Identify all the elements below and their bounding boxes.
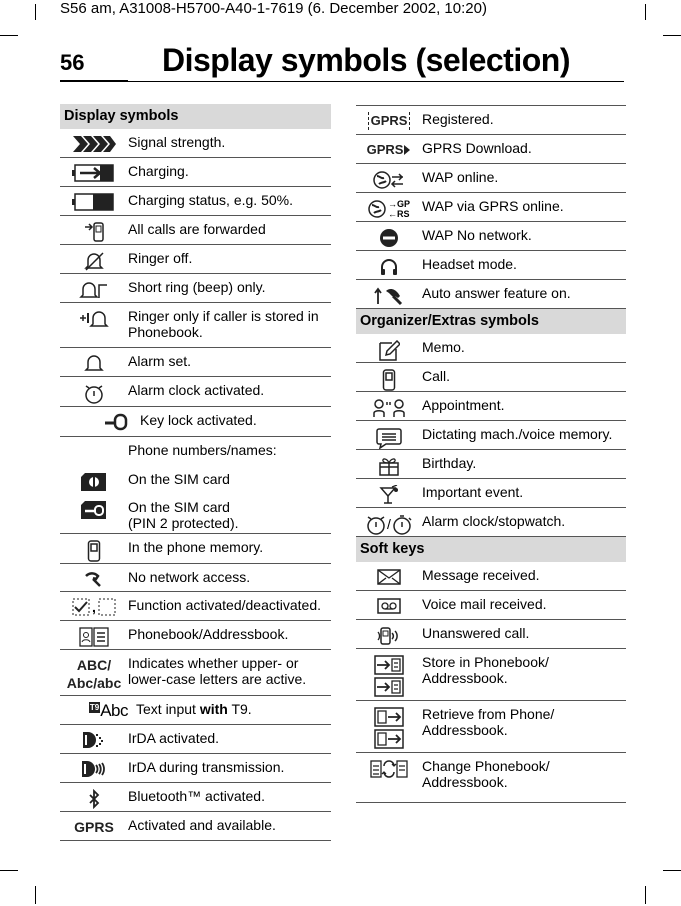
t9-badge: T9 (89, 703, 100, 712)
table-row (60, 725, 331, 754)
table-row (356, 135, 626, 164)
row-text: On the SIM card (128, 471, 230, 487)
table-row (356, 392, 626, 421)
case-symbol-lower: Abc/abc (66, 675, 122, 691)
row-text: Birthday. (422, 455, 477, 471)
table-row (356, 334, 626, 363)
crop-mark (663, 35, 681, 36)
t9-icon (60, 701, 136, 720)
row-text: Phonebook/Addressbook. (128, 626, 289, 642)
table-row (60, 407, 331, 437)
table-row (60, 245, 331, 274)
row-text: Key lock activated. (140, 412, 257, 428)
status-symbols-table (356, 105, 626, 803)
gprs-registered-icon (356, 111, 422, 130)
crop-mark (663, 870, 681, 871)
table-row (60, 494, 331, 534)
row-text: Memo. (422, 339, 465, 355)
gprs-download-label: GPRS (366, 142, 404, 157)
row-text: WAP No network. (422, 227, 532, 243)
table-row (356, 620, 626, 649)
table-row (356, 193, 626, 222)
table-row (60, 466, 331, 494)
call-icon (356, 368, 422, 391)
table-row (356, 591, 626, 620)
unanswered-call-icon (356, 625, 422, 646)
crop-mark (0, 870, 18, 871)
row-text: Bluetooth™ activated. (128, 788, 265, 804)
signal-strength-icon (60, 134, 128, 153)
row-text: WAP via GPRS online. (422, 198, 564, 214)
row-text: Change Phonebook/ Addressbook. (422, 758, 550, 790)
table-row (356, 106, 626, 135)
wap-gprs-rs: ←RS (387, 209, 410, 219)
section-heading-display-symbols: Display symbols (60, 104, 331, 129)
section-heading-soft-keys: Soft keys (356, 537, 626, 562)
symbol-separator: / (387, 516, 391, 532)
row-text: Important event. (422, 484, 524, 500)
row-text: Alarm clock/stopwatch. (422, 513, 566, 529)
alarm-stopwatch-icon (356, 513, 422, 536)
table-row (60, 564, 331, 592)
running-header: S56 am, A31008-H5700-A40-1-7619 (6. December 2002, 10:20) (60, 0, 487, 17)
row-text: Auto answer feature on. (422, 285, 571, 301)
ringer-phonebook-icon (60, 308, 128, 329)
crop-mark (645, 4, 646, 20)
table-row (60, 129, 331, 158)
row-text: GPRS Download. (422, 140, 532, 156)
row-text: Alarm clock activated. (128, 382, 265, 398)
table-row (356, 363, 626, 392)
wap-gprs-icon (356, 198, 422, 219)
retrieve-phone-icon (356, 706, 422, 749)
table-row (356, 222, 626, 251)
alarm-clock-icon (60, 382, 128, 405)
crop-mark (645, 886, 646, 904)
row-text: Charging. (128, 163, 189, 179)
table-row (356, 479, 626, 508)
t9-abc: Abc (100, 701, 128, 720)
row-text: Message received. (422, 567, 540, 583)
gprs-download-icon (356, 140, 422, 159)
memo-icon (356, 339, 422, 362)
table-row (60, 534, 331, 564)
key-lock-icon (60, 412, 140, 431)
wap-gprs-rs-label: RS (396, 209, 410, 219)
table-row (60, 754, 331, 783)
table-row (356, 562, 626, 591)
table-row (356, 753, 626, 803)
table-row (60, 621, 331, 650)
table-row (60, 216, 331, 245)
case-symbol-upper: ABC/ (76, 657, 112, 673)
row-text (128, 499, 331, 531)
row-text-part: Text input (136, 701, 200, 717)
row-text: Retrieve from Phone/ Addressbook. (422, 706, 555, 738)
checkbox-icon (60, 597, 128, 616)
irda-icon (60, 730, 128, 749)
no-network-icon (60, 569, 128, 588)
call-forward-icon (60, 221, 128, 242)
row-text (136, 701, 331, 717)
wap-gprs-gp-label: GP (396, 199, 410, 209)
change-phonebook-icon (356, 758, 422, 779)
table-row (60, 187, 331, 216)
row-text: Indicates whether upper- or lower-case letters are active. (128, 655, 307, 687)
table-row (356, 421, 626, 450)
table-row (356, 164, 626, 193)
charging-icon (60, 163, 128, 182)
dictating-icon (356, 426, 422, 449)
bluetooth-icon (60, 788, 128, 809)
row-text-line: On the SIM card (128, 499, 230, 515)
row-text: WAP online. (422, 169, 499, 185)
wap-no-network-icon (356, 227, 422, 248)
alarm-set-icon (60, 353, 128, 374)
table-row (60, 303, 331, 348)
irda-transmit-icon (60, 759, 128, 778)
table-row (356, 649, 626, 701)
table-row (60, 274, 331, 303)
row-text: Unanswered call. (422, 625, 530, 641)
crop-mark (35, 886, 36, 904)
row-text: Dictating mach./voice memory. (422, 426, 613, 442)
table-row (356, 251, 626, 280)
symbol-separator: , (92, 599, 96, 615)
table-row (60, 158, 331, 187)
row-text: Voice mail received. (422, 596, 547, 612)
row-text-bold: with (199, 701, 228, 717)
table-row (60, 437, 331, 466)
table-row (356, 508, 626, 537)
row-text: IrDA activated. (128, 730, 220, 746)
wap-online-icon (356, 169, 422, 190)
row-text-part: T9. (227, 701, 252, 717)
table-row (60, 696, 331, 725)
table-row (60, 592, 331, 621)
page-number-rule (60, 80, 128, 82)
row-text: Registered. (422, 111, 494, 127)
row-text-line: (PIN 2 protected). (128, 515, 239, 531)
store-phonebook-icon (356, 654, 422, 697)
charging-status-icon (60, 192, 128, 211)
gprs-icon (60, 817, 128, 836)
row-text: Alarm set. (128, 353, 192, 369)
case-icon (60, 655, 128, 692)
row-text: Appointment. (422, 397, 505, 413)
short-ring-icon (60, 279, 128, 300)
table-row (356, 701, 626, 753)
row-text: Short ring (beep) only. (128, 279, 266, 295)
row-text: No network access. (128, 569, 251, 585)
row-text: Store in Phonebook/ Addressbook. (422, 654, 549, 686)
row-text: Ringer only if caller is stored in Phonebook. (128, 308, 319, 340)
row-text: Charging status, e.g. 50%. (128, 192, 293, 208)
row-text: Call. (422, 368, 451, 384)
row-text: All calls are forwarded (128, 221, 266, 237)
title-rule (128, 81, 624, 82)
page-title: Display symbols (selection) (162, 42, 570, 78)
sim-card-icon (60, 471, 128, 492)
appointment-icon (356, 397, 422, 418)
ringer-off-icon (60, 250, 128, 271)
section-heading-organizer: Organizer/Extras symbols (356, 309, 626, 334)
headset-icon (356, 256, 422, 277)
row-text: Headset mode. (422, 256, 517, 272)
table-row (60, 812, 331, 841)
table-row (60, 377, 331, 407)
crop-mark (35, 4, 36, 20)
voicemail-icon (356, 596, 422, 615)
display-symbols-table (60, 104, 331, 841)
row-text: In the phone memory. (128, 539, 264, 555)
phonebook-icon (60, 626, 128, 647)
page-number: 56 (60, 50, 85, 75)
row-text: Ringer off. (128, 250, 193, 266)
table-row (60, 348, 331, 377)
table-row (356, 280, 626, 309)
gprs-registered-symbol (368, 112, 411, 130)
sim-card-pin2-icon (60, 499, 128, 520)
row-text: Phone numbers/names: (128, 442, 277, 458)
table-row (356, 450, 626, 479)
birthday-icon (356, 455, 422, 476)
row-text: Signal strength. (128, 134, 226, 150)
message-icon (356, 567, 422, 586)
table-row (60, 650, 331, 696)
row-text: IrDA during transmission. (128, 759, 285, 775)
auto-answer-icon (356, 285, 422, 306)
gprs-registered-label: GPRS (370, 113, 408, 128)
wap-gprs-gp: →GP (387, 199, 410, 209)
row-text: Activated and available. (128, 817, 276, 833)
crop-mark (0, 35, 18, 36)
table-row (60, 783, 331, 812)
row-text: Function activated/deactivated. (128, 597, 322, 613)
gprs-symbol: GPRS (74, 819, 114, 835)
phone-memory-icon (60, 539, 128, 562)
important-event-icon (356, 484, 422, 505)
